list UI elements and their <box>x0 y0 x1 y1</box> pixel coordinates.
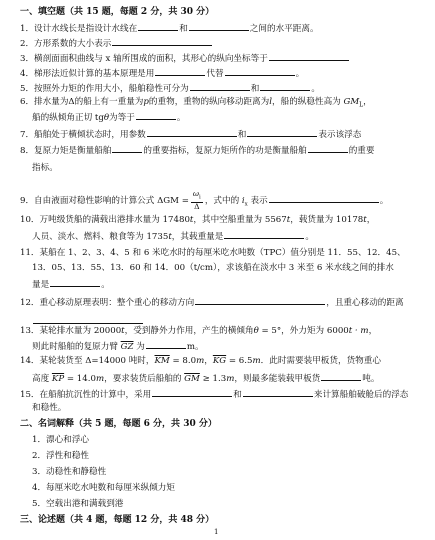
question-2: 2．方形系数的大小表示 <box>20 36 430 50</box>
question-9: 9．自由液面对稳性影响的计算公式 ΔGM = $\frac{\omega_i}{\Delta}$ ，式中的 $i_x$ 表示 。 <box>20 189 389 211</box>
section-fill-blank-title: 一、填空题（共 15 题，每题 2 分，共 30 分） <box>20 7 215 17</box>
question-15: 15．在船舶抗沉性的计算中，采用 和 来计算船舶破舱后的浮态 <box>20 387 430 401</box>
question-3: 3．横剖面面积曲线与 x 轴所围成的面积，其形心的纵向坐标等于 <box>20 51 430 65</box>
term-item: 3．动稳性和静稳性 <box>32 467 107 477</box>
question-14-cont: 高度 $\overline{KP} = 14.0m$，要求装货后船舶的 $\overline{GM} \ge 1.3m$，则最多能装载甲板货 吨。 <box>32 371 435 385</box>
term-item: 5．空载出港和满载到港 <box>32 499 124 509</box>
page-number: 1 <box>214 528 219 536</box>
question-12: 12．重心移动原理表明：整个重心的移动方向 ，且重心移动的距离 <box>20 295 430 309</box>
question-8-cont: 指标。 <box>32 163 58 173</box>
question-4: 4．梯形法近似计算的基本原理是用 代替 。 <box>20 66 430 80</box>
question-11-cont: 13．05、13．55、13．60 和 14．00（t/cm），求该船在淡水中 3 米至 6 米水线之间的排水 <box>32 263 394 273</box>
question-1: 1．设计水线长是指设计水线在 和 之间的水平距离。 <box>20 21 430 35</box>
question-13: 13．某轮排水量为 20000t，受到静外力作用，产生的横倾角θ = 5°，外力矩为 6000t · m， <box>20 326 378 336</box>
section-terms-title: 二、名词解释（共 5 题，每题 6 分，共 30 分） <box>20 419 217 429</box>
term-item: 1．漂心和浮心 <box>32 435 90 445</box>
question-7: 7．船舶处于横倾状态时，用参数 和 表示该浮态 <box>20 127 430 141</box>
question-6-cont: 船的纵倾角正切 tgθ为等于 。 <box>32 110 435 124</box>
question-11: 11．某船在 1、2、3、4、5 和 6 米吃水时的每厘米吃水吨数（TPC）值分别是 11．55、12．45、 <box>20 248 406 258</box>
question-10-cont: 人员、淡水、燃料、粮食等为 1735t，其载重量是 。 <box>32 229 435 243</box>
section-essay-title: 三、论述题（共 4 题，每题 12 分，共 48 分） <box>20 515 215 525</box>
question-8: 8．复原力矩是衡量船舶 的重要指标，复原力矩所作的功是衡量船舶 的重要 <box>20 143 430 157</box>
term-item: 2．浮性和稳性 <box>32 451 90 461</box>
free-surface-fraction: $\frac{\omega_i}{\Delta}$ <box>192 189 201 211</box>
question-13-cont: 则此时船舶的复原力臂 $\overline{GZ}$ 为 m。 <box>32 339 435 353</box>
question-6: 6．排水量为Δ的船上有一重量为p的重物，重物的纵向移动距离为l，船的纵稳性高为 $GM_L$， <box>20 97 372 109</box>
question-10: 10．万吨级货船的满载出港排水量为 17480t，其中空船重量为 5567t，载货量为 10178t， <box>20 215 376 225</box>
question-11-cont2: 量是 。 <box>32 277 435 291</box>
question-14: 14．某轮装货至 Δ=14000 吨时，$\overline{KM} = 8.0m$，$\overline{KG} = 6.5m$．此时需要装甲板货，货物重心 <box>20 356 381 366</box>
term-item: 4．每厘米吃水吨数和每厘米纵倾力矩 <box>32 483 175 493</box>
question-5: 5．按照外力矩的作用大小，船舶稳性可分为 和 。 <box>20 81 430 95</box>
question-15-cont: 和稳性。 <box>32 403 67 413</box>
